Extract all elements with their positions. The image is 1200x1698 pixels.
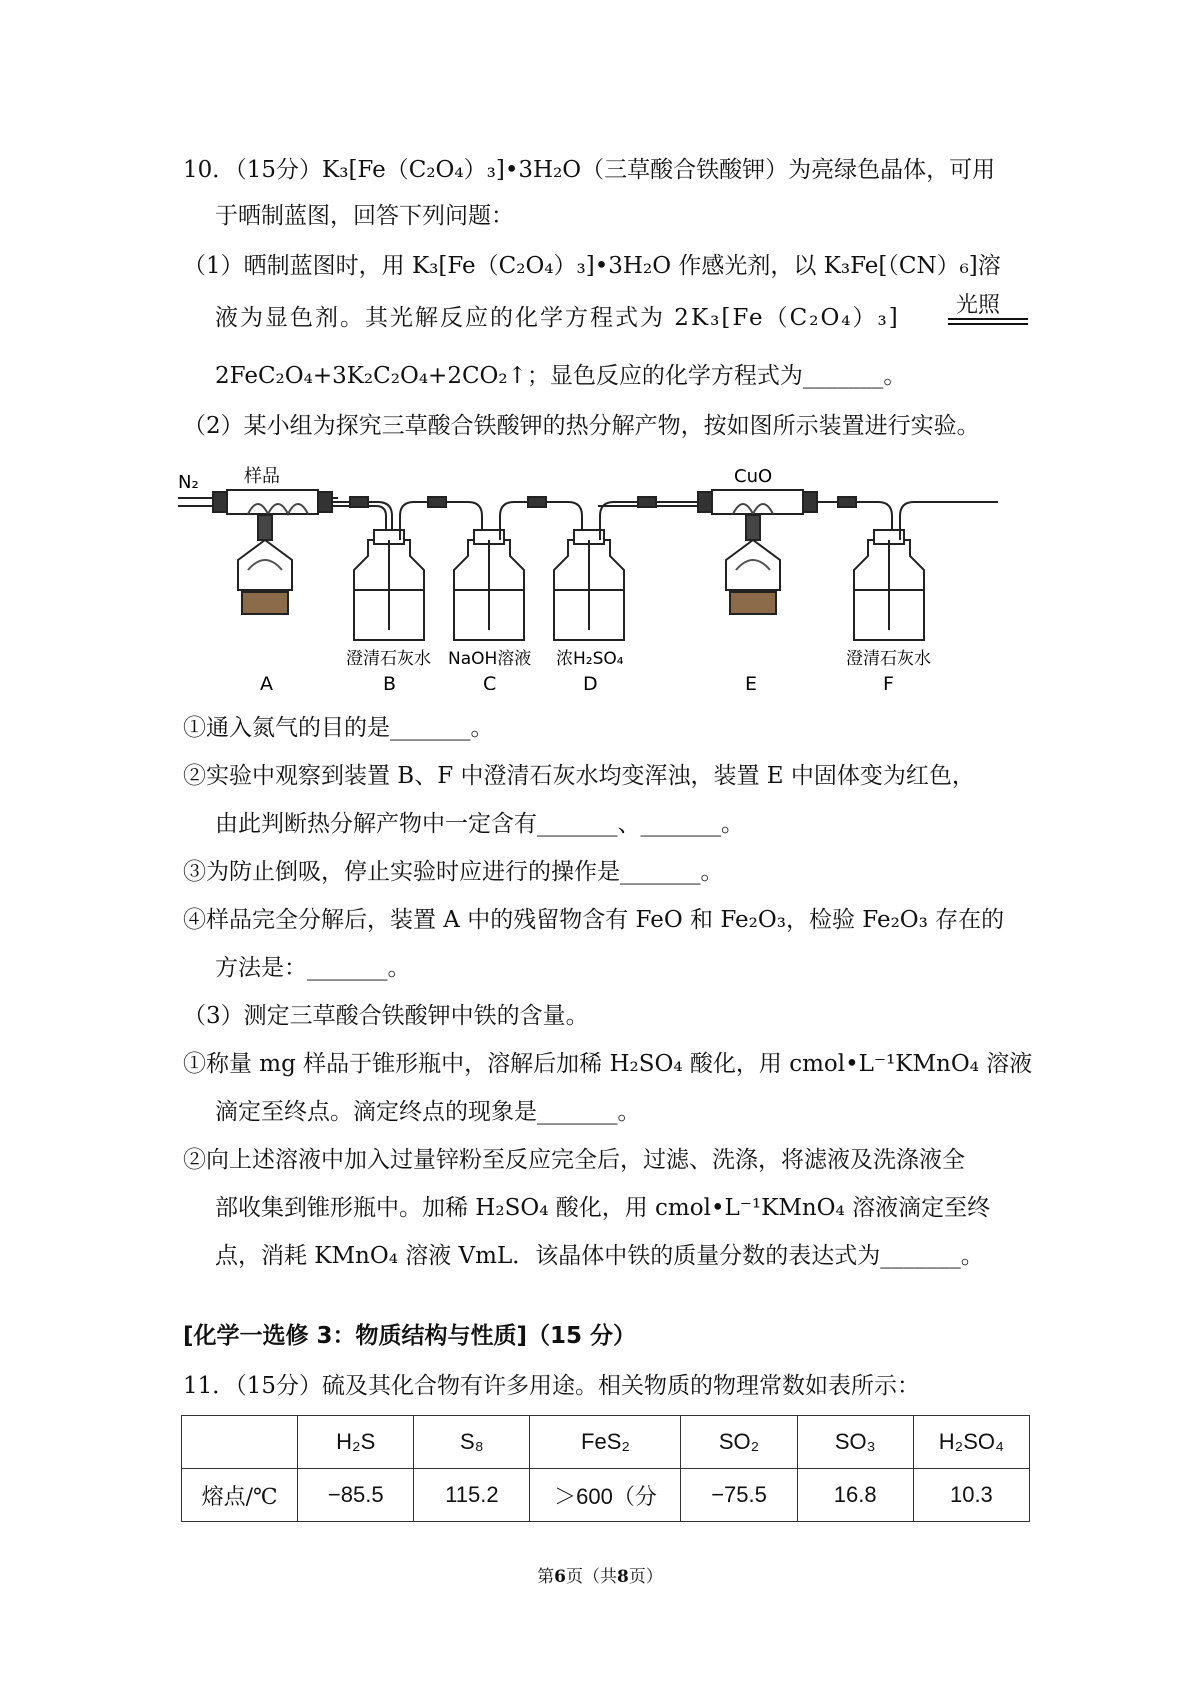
- bottle-c-content: NaOH溶液: [448, 649, 532, 669]
- sample-label: 样品: [244, 466, 280, 487]
- footer-suffix: 页）: [628, 1567, 663, 1587]
- table-header-row: [182, 1416, 1030, 1469]
- table-cell: 115.2: [414, 1469, 530, 1522]
- label-d: D: [583, 673, 598, 690]
- q10-line1: [183, 154, 995, 186]
- footer-prefix: 第: [537, 1567, 555, 1587]
- table-cell: −85.5: [298, 1469, 414, 1522]
- equals-sign: [948, 318, 1028, 325]
- table-row: [182, 1469, 1030, 1522]
- bottle-f-content: 澄清石灰水: [846, 649, 931, 669]
- q10-2-1: ①通入氮气的目的是_______。: [183, 715, 494, 741]
- q10-2-4a: ④样品完全分解后，装置 A 中的残留物含有 FeO 和 Fe₂O₃，检验 Fe₂O₃ 存在的: [183, 907, 1005, 933]
- page-footer: [0, 1562, 1200, 1587]
- table-header-cell: SO₃: [797, 1416, 913, 1469]
- footer-total-pages: 8: [617, 1567, 629, 1587]
- section-title: [化学一选修 3：物质结构与性质]（15 分）: [183, 1323, 637, 1349]
- q10-2-2b: 由此判断热分解产物中一定含有_______、_______。: [215, 811, 744, 837]
- q10-part1-line3: 2FeC₂O₄+3K₂C₂O₄+2CO₂↑；显色反应的化学方程式为_______。: [215, 363, 907, 389]
- q10-3-2c: 点，消耗 KMnO₄ 溶液 VmL．该晶体中铁的质量分数的表达式为_______。: [215, 1243, 984, 1269]
- q10-2-3: ③为防止倒吸，停止实验时应进行的操作是_______。: [183, 859, 724, 885]
- q10-intro: （三草酸合铁酸钾）为亮绿色晶体，可用: [581, 157, 996, 183]
- table-cell: ＞600（分: [530, 1469, 681, 1522]
- table-header-cell: H₂S: [298, 1416, 414, 1469]
- q10-formula: K₃[Fe（C₂O₄）₃]•3H₂O: [322, 157, 582, 183]
- q10-part3-intro: （3）测定三草酸合铁酸钾中铁的含量。: [183, 1003, 589, 1029]
- q10-number: 10．（15分）: [183, 157, 323, 183]
- footer-mid: 页（共: [566, 1567, 617, 1587]
- q10-3-2b: 部收集到锥形瓶中。加稀 H₂SO₄ 酸化，用 cmol•L⁻¹KMnO₄ 溶液滴定至终: [215, 1195, 991, 1221]
- table-header-cell: FeS₂: [530, 1416, 681, 1469]
- q10-3-1b: 滴定至终点。滴定终点的现象是_______。: [215, 1099, 641, 1125]
- table-header-cell: S₈: [414, 1416, 530, 1469]
- bottle-b-content: 澄清石灰水: [346, 649, 431, 669]
- table-header-cell: H₂SO₄: [913, 1416, 1029, 1469]
- q11-intro: 11．（15分）硫及其化合物有许多用途。相关物质的物理常数如表所示：: [183, 1373, 921, 1399]
- apparatus-diagram: [178, 460, 998, 690]
- footer-page-number: 6: [554, 1567, 566, 1587]
- label-c: C: [483, 673, 497, 690]
- cuo-label: CuO: [734, 466, 773, 487]
- bottle-d-content: 浓H₂SO₄: [556, 649, 624, 669]
- properties-table: [181, 1415, 1030, 1522]
- gas-label: N₂: [178, 472, 199, 493]
- row-label-cell: 熔点/℃: [182, 1469, 298, 1522]
- table-header-cell: [182, 1416, 298, 1469]
- table-cell: −75.5: [681, 1469, 797, 1522]
- label-f: F: [883, 673, 894, 690]
- q10-3-1a: ①称量 mg 样品于锥形瓶中，溶解后加稀 H₂SO₄ 酸化，用 cmol•L⁻¹KMnO₄ 溶液: [183, 1051, 1033, 1077]
- label-e: E: [745, 673, 758, 690]
- table-cell: 16.8: [797, 1469, 913, 1522]
- table-cell: 10.3: [913, 1469, 1029, 1522]
- q10-line2: 于晒制蓝图，回答下列问题：: [215, 203, 514, 229]
- label-a: A: [260, 673, 273, 690]
- q10-3-2a: ②向上述溶液中加入过量锌粉至反应完全后，过滤、洗涤，将滤液及洗涤液全: [183, 1147, 965, 1173]
- q10-2-2a: ②实验中观察到装置 B、F 中澄清石灰水均变浑浊，装置 E 中固体变为红色，: [183, 763, 975, 789]
- label-b: B: [383, 673, 397, 690]
- q10-part2-intro: （2）某小组为探究三草酸合铁酸钾的热分解产物，按如图所示装置进行实验。: [183, 413, 980, 439]
- q10-part1-line2: 液为显色剂。其光解反应的化学方程式为 2K₃[Fe（C₂O₄）₃]: [215, 305, 900, 331]
- q10-2-4b: 方法是：_______。: [215, 955, 411, 981]
- reaction-condition-label: 光照: [956, 293, 1001, 318]
- table-header-cell: SO₂: [681, 1416, 797, 1469]
- q10-part1-line1: （1）晒制蓝图时，用 K₃[Fe（C₂O₄）₃]•3H₂O 作感光剂，以 K₃Fe[（CN）₆]溶: [183, 253, 1001, 279]
